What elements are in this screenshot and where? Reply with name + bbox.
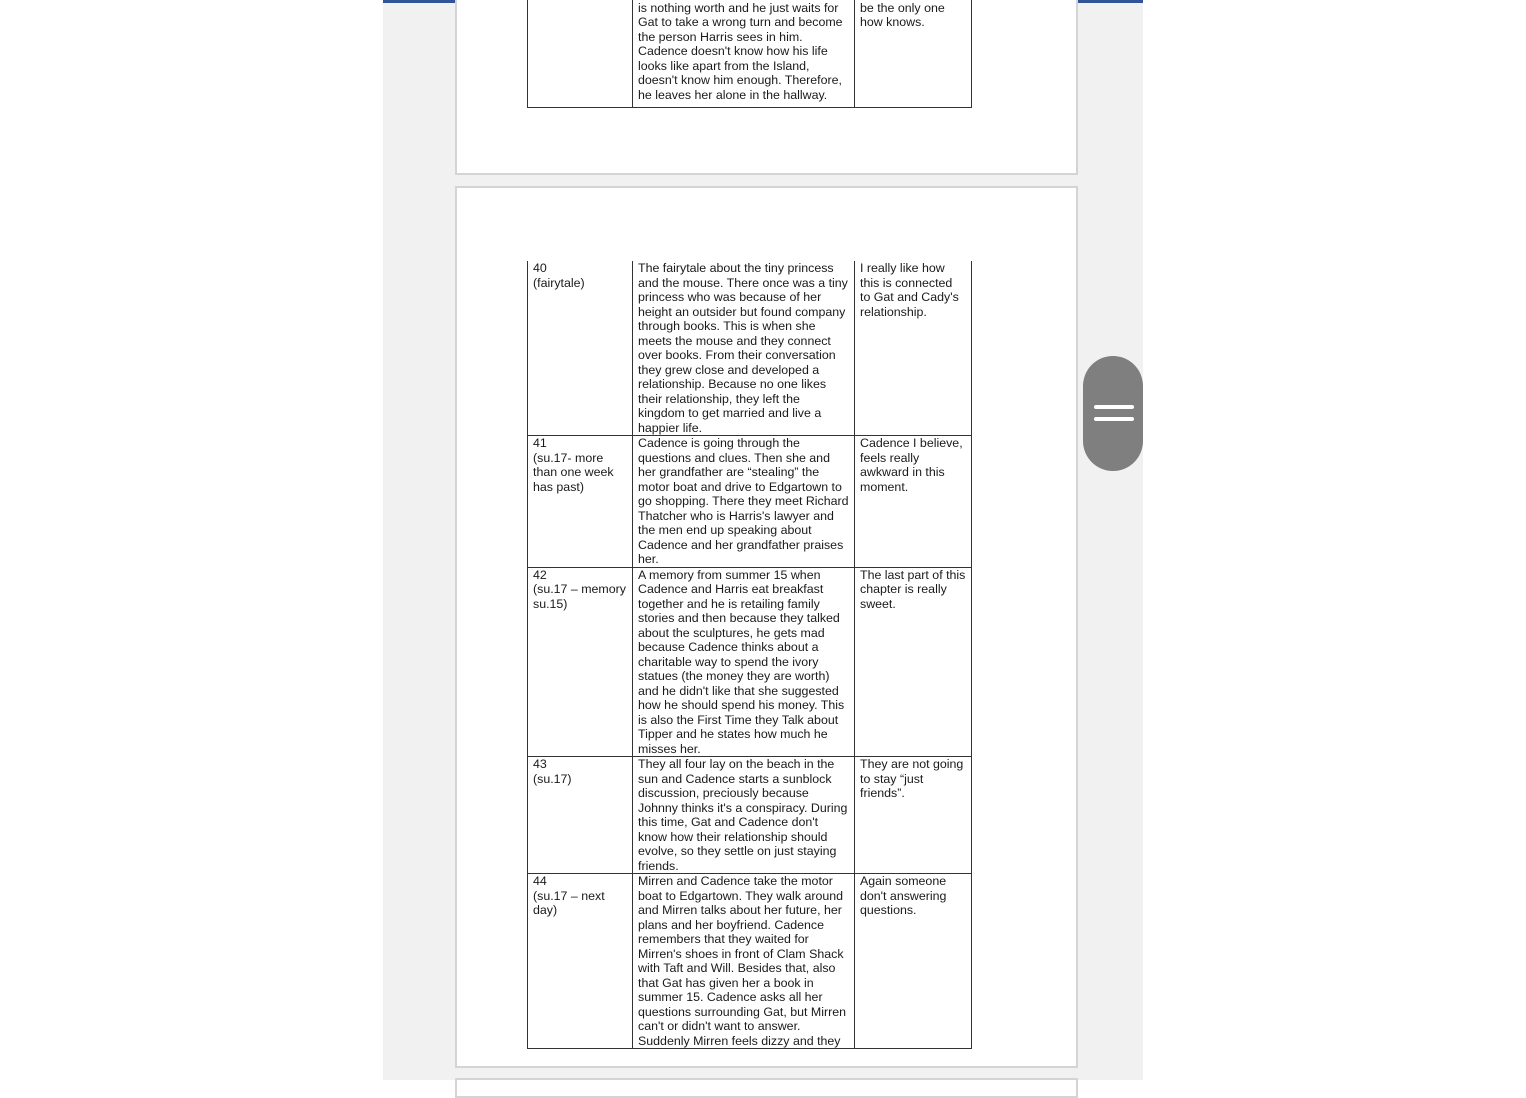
scroll-handle[interactable] <box>1083 356 1143 471</box>
chapter-notes-table <box>527 261 972 1049</box>
table-row <box>528 261 972 436</box>
summary-cell: Cadence is going through the questions and clues. Then she and her grandfather are “stealing” the motor boat and drive to Edgartown to go shopping. There they meet Richard Thatcher who is Harris's lawyer and the men end up speaking about Cadence and her grandfather praises her. <box>633 436 855 568</box>
grip-line-icon <box>1094 417 1134 421</box>
chapter-cell: 44 (su.17 – next day) <box>528 874 633 1049</box>
document-page-3 <box>455 1078 1078 1098</box>
comment-cell: Again someone don't answering questions. <box>855 874 972 1049</box>
table-row <box>528 436 972 568</box>
table-row <box>528 757 972 874</box>
comment-cell: I really like how this is connected to Gat and Cady's relationship. <box>855 261 972 436</box>
summary-cell: The fairytale about the tiny princess and the mouse. There once was a tiny princess who was because of her height an outsider but found company through books. This is when she meets the mouse and they connect over books. From their conversation they grew close and developed a relationship. Because no one likes their relationship, they left the kingdom to get married and live a happier life. <box>633 261 855 436</box>
chapter-notes-table-continued <box>527 0 972 108</box>
summary-cell: A memory from summer 15 when Cadence and Harris eat breakfast together and he is retailing family stories and then because they talked about the sculptures, he gets mad because Cadence thinks about a charitable way to spend the ivory statues (the money they are worth) and he didn't like that she suggested how he should spend his money. This is also the First Time they Talk about Tipper and he states how much he misses her. <box>633 567 855 757</box>
summary-cell: Mirren and Cadence take the motor boat to Edgartown. They walk around and Mirren talks about her future, her plans and her boyfriend. Cadence remembers that they waited for Mirren's shoes in front of Clam Shack with Taft and Will. Besides that, also that Gat has given her a book in summer 15. Cadence asks all her questions surrounding Gat, but Mirren can't or didn't want to answer. Suddenly Mirren feels dizzy and they <box>633 874 855 1049</box>
chapter-cell: 41 (su.17- more than one week has past) <box>528 436 633 568</box>
table-row <box>528 874 972 1049</box>
summary-cell: is nothing worth and he just waits for Gat to take a wrong turn and become the person Harris sees in him. Cadence doesn't know how his life looks like apart from the Island, doesn't know him enough. Therefore, he leaves her alone in the hallway. <box>633 0 855 108</box>
comment-cell: They are not going to stay “just friends”. <box>855 757 972 874</box>
chapter-cell: 42 (su.17 – memory su.15) <box>528 567 633 757</box>
comment-cell: Cadence I believe, feels really awkward in this moment. <box>855 436 972 568</box>
grip-line-icon <box>1094 405 1134 409</box>
table-row <box>528 0 972 108</box>
comment-cell: The last part of this chapter is really sweet. <box>855 567 972 757</box>
comment-cell: be the only one how knows. <box>855 0 972 108</box>
chapter-cell: 43 (su.17) <box>528 757 633 874</box>
chapter-cell: 40 (fairytale) <box>528 261 633 436</box>
table-row <box>528 567 972 757</box>
summary-cell: They all four lay on the beach in the sun and Cadence starts a sunblock discussion, preciously because Johnny thinks it's a conspiracy. During this time, Gat and Cadence don't know how their relationship should evolve, so they settle on just staying friends. <box>633 757 855 874</box>
chapter-cell <box>528 0 633 108</box>
